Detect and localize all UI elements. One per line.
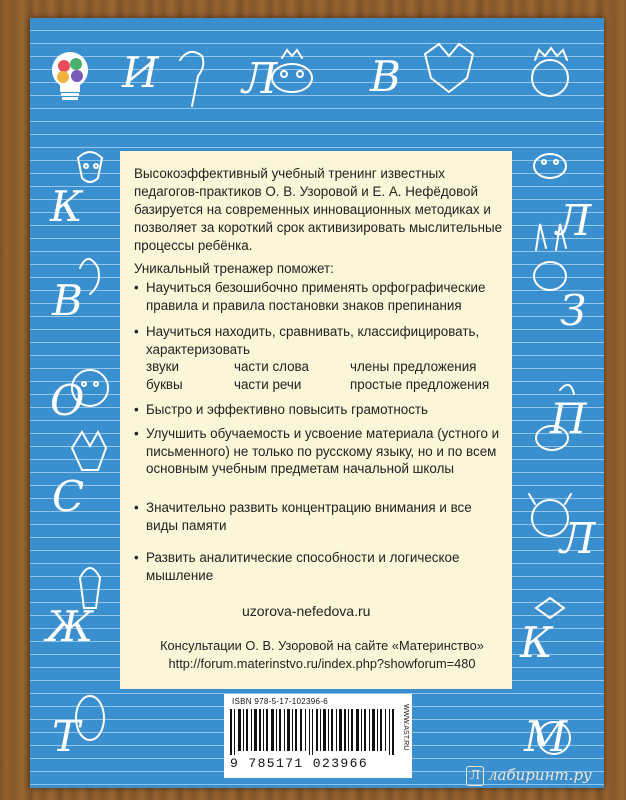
- letter-top-1: И: [122, 48, 159, 97]
- barcode: [224, 694, 412, 778]
- letter-right-6: М: [524, 712, 568, 761]
- brain-lightbulb-logo: [50, 50, 90, 102]
- barcode-digits: 9 785171 023966: [230, 756, 369, 771]
- letter-right-5: К: [520, 618, 553, 667]
- letter-left-5: Ж: [46, 602, 94, 651]
- letter-right-2: З: [560, 286, 587, 335]
- letter-top-3: В: [370, 52, 401, 101]
- publisher-site: WWW.AST.RU: [402, 704, 409, 751]
- website-url: uzorova-nefedova.ru: [242, 603, 371, 619]
- letter-right-4: Л: [560, 514, 596, 563]
- consultation-info: [152, 637, 492, 673]
- list-item: • Научиться безошибочно применять орфографические правила и правила постановки знаков препинания: [134, 280, 486, 313]
- letter-right-1: Л: [556, 196, 592, 245]
- letter-left-3: О: [50, 376, 85, 425]
- watermark: лабиринт.ру: [488, 766, 592, 784]
- letter-left-6: Т: [52, 712, 81, 761]
- list-item: • Научиться находить, сравнивать, классифицировать, характеризовать: [134, 324, 480, 357]
- intro-paragraph: Высокоэффективный учебный тренинг известных педагогов-практиков О. В. Узоровой и Е. А. Нефёдовой базируется на современных инновационных методиках и позволяет за короткий срок активизировать мыслительные процессы ребёнка.: [134, 166, 503, 253]
- list-item: • Развить аналитические способности и логическое мышление: [134, 550, 460, 583]
- letter-left-1: К: [50, 182, 83, 231]
- description-panel: Высокоэффективный учебный тренинг известных педагогов-практиков О. В. Узоровой и Е. А. Нефёдовой базируется на современных инновационных методиках и позволяет за короткий срок активизировать мыслительные процессы ребёнка. Уникальный тренажер поможет: • Научиться безошибочно применять орфографические правила и правила постановки знаков препинания • Научиться находить, сравнивать, классифицировать, характеризовать звуки части слова члены предложения буквы части речи простые предложения • Быстро и эффективно повысить грамотность • Улучшить обучаемость и усвоение материала (устного и письменного) не только по русскому языку, но и по всем основным учебным предметам начальной школы • Значительно развить концентрацию внимания и все виды памяти • Развить аналитические способности и логическое мышление uzorova-nefedova.ru Консультации О. В. Узоровой на сайте «Материнство» http://forum.materinstvo.ru/index.php?showforum=480: [120, 151, 512, 689]
- letter-left-2: В: [52, 276, 83, 325]
- consult-line-2: http://forum.materinstvo.ru/index.php?showforum=480: [168, 656, 476, 671]
- labirint-logo-icon: Л: [466, 766, 484, 786]
- letter-left-4: С: [52, 472, 85, 521]
- barcode-bars: [230, 709, 396, 755]
- subtitle: Уникальный тренажер поможет:: [134, 261, 334, 276]
- list-item: • Улучшить обучаемость и усвоение материала (устного и письменного) не только по русскому языку, но и по всем основным учебным предметам начальной школы: [134, 426, 500, 477]
- consult-line-1: Консультации О. В. Узоровой на сайте «Материнство»: [160, 638, 484, 653]
- list-item: • Значительно развить концентрацию внимания и все виды памяти: [134, 500, 472, 533]
- letter-right-3: П: [550, 394, 587, 443]
- letter-top-2: Л: [242, 54, 278, 103]
- isbn-text: ISBN 978-5-17-102396-6: [232, 697, 328, 706]
- list-item: • Быстро и эффективно повысить грамотность: [134, 402, 429, 417]
- book-back-cover: [30, 18, 604, 788]
